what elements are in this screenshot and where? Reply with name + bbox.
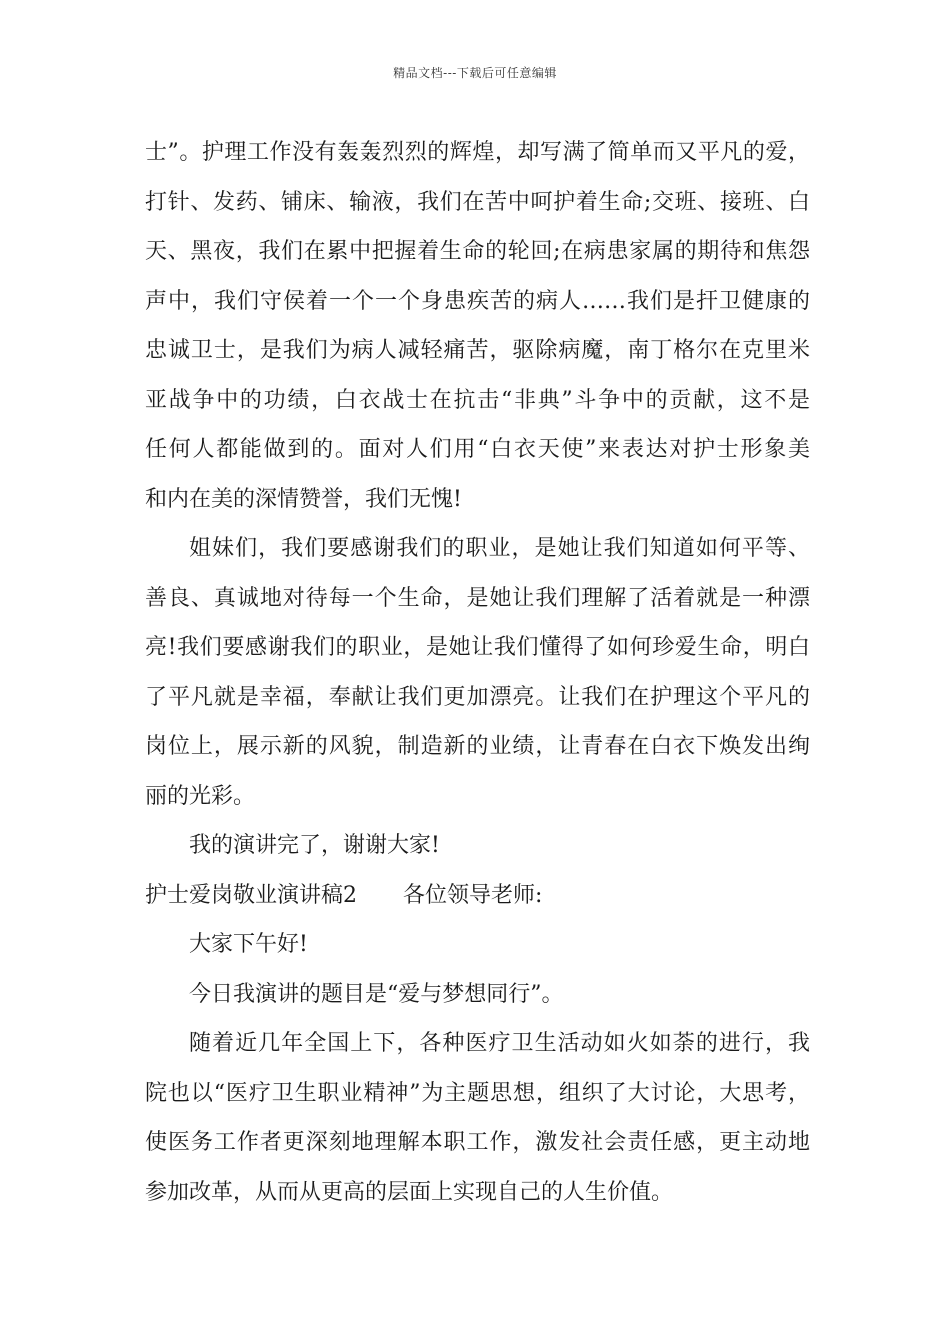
section-title-row bbox=[145, 871, 810, 921]
text-line: 打针、发药、铺床、输液，我们在苦中呵护着生命;交班、接班、白 bbox=[145, 189, 810, 215]
greeting-line: 大家下午好! bbox=[189, 932, 308, 957]
text-line: 声中，我们守侯着一个一个身患疾苦的病人……我们是扞卫健康的 bbox=[145, 288, 810, 314]
text-line: 善良、真诚地对待每一个生命，是她让我们理解了活着就是一种漂 bbox=[145, 585, 810, 611]
page-header: 精品文档---下载后可任意编辑 bbox=[393, 66, 557, 80]
text-line: 参加改革，从而从更高的层面上实现自己的人生价值。 bbox=[145, 1179, 674, 1205]
paragraph-1 bbox=[145, 128, 810, 524]
text-line: 院也以“医疗卫生职业精神”为主题思想，组织了大讨论，大思考， bbox=[145, 1080, 810, 1106]
text-line: 亚战争中的功绩，白衣战士在抗击“非典”斗争中的贡献，这不是 bbox=[145, 387, 810, 413]
text-line: 任何人都能做到的。面对人们用“白衣天使”来表达对护士形象美 bbox=[145, 437, 810, 462]
text-line: 忠诚卫士，是我们为病人减轻痛苦，驱除病魔，南丁格尔在克里米 bbox=[145, 338, 810, 363]
section-title: 护士爱岗敬业演讲稿2 bbox=[145, 882, 357, 908]
document-body bbox=[145, 128, 810, 1217]
text-line: 岗位上，展示新的风貌，制造新的业绩，让青春在白衣下焕发出绚 bbox=[145, 734, 810, 759]
salutation: 各位领导老师: bbox=[403, 882, 543, 908]
text-line: 丽的光彩。 bbox=[145, 783, 256, 809]
text-line: 和内在美的深情赞誉，我们无愧! bbox=[145, 486, 462, 512]
text-line: 姐妹们，我们要感谢我们的职业，是她让我们知道如何平等、 bbox=[189, 536, 810, 561]
text-line: 使医务工作者更深刻地理解本职工作，激发社会责任感，更主动地 bbox=[145, 1130, 810, 1155]
closing-line: 我的演讲完了，谢谢大家! bbox=[189, 833, 440, 858]
text-line: 天、黑夜，我们在累中把握着生命的轮回;在病患家属的期待和焦怨 bbox=[145, 239, 810, 264]
text-line: 亮!我们要感谢我们的职业，是她让我们懂得了如何珍爱生命，明白 bbox=[145, 635, 810, 660]
text-line: 随着近几年全国上下，各种医疗卫生活动如火如荼的进行，我 bbox=[189, 1031, 810, 1056]
paragraph-3 bbox=[145, 1019, 810, 1217]
text-line: 了平凡就是幸福，奉献让我们更加漂亮。让我们在护理这个平凡的 bbox=[145, 684, 810, 710]
topic-line: 今日我演讲的题目是“爱与梦想同行”。 bbox=[189, 981, 564, 1007]
paragraph-2 bbox=[145, 524, 810, 821]
text-line: 士”。护理工作没有轰轰烈烈的辉煌，却写满了简单而又平凡的爱， bbox=[145, 140, 810, 165]
